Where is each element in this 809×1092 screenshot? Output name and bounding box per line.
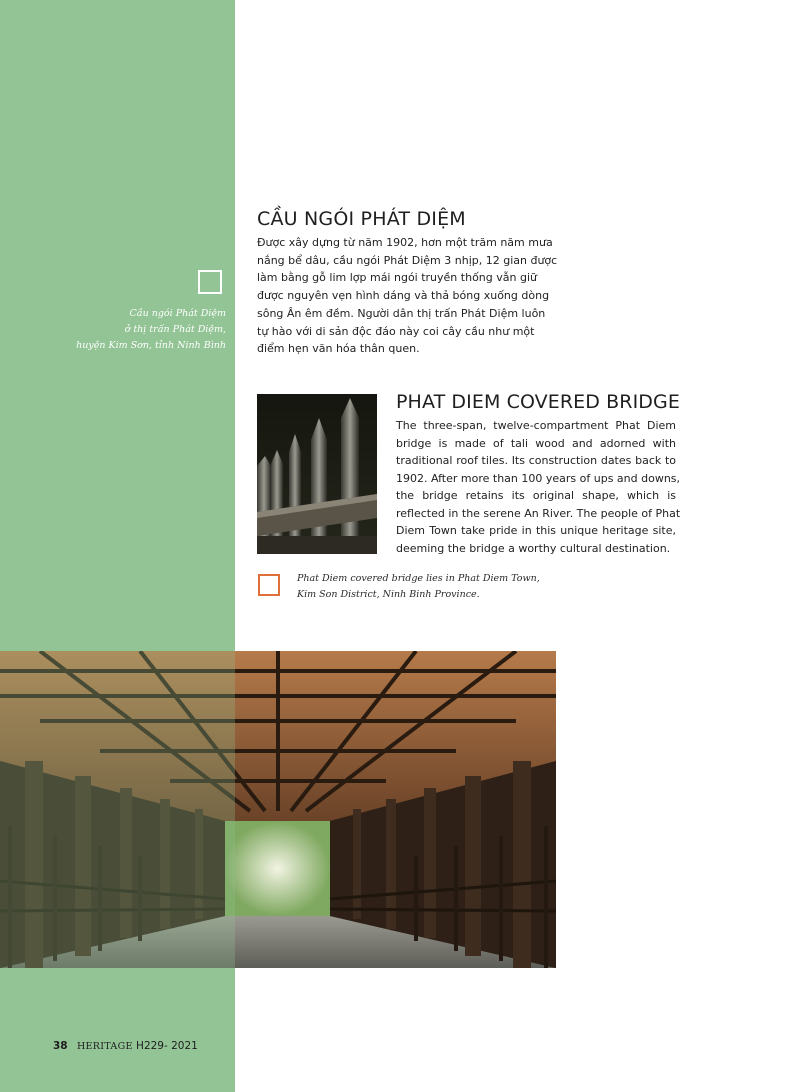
body-en-line: Diem Town take pride in this unique heritage site, (396, 524, 676, 537)
body-en-line: bridge is made of tali wood and adorned with (396, 436, 676, 450)
caption-vn-line: huyện Kim Sơn, tỉnh Ninh Bình (76, 340, 226, 351)
covered-bridge-photo (0, 651, 556, 968)
body-en-line: reflected in the serene An River. The people of Phat (396, 506, 681, 520)
caption-en-line: Phat Diem covered bridge lies in Phat Diem Town, (297, 573, 540, 584)
body-vn-line: Được xây dựng từ năm 1902, hơn một trăm năm mưa (257, 236, 553, 249)
page-number: 38 (53, 1040, 68, 1052)
page-footer (53, 1040, 198, 1052)
caption-vn-line: Cầu ngói Phát Diệm (129, 308, 226, 319)
body-en-line: 1902. After more than 100 years of ups and downs, (396, 471, 681, 485)
body-vn-line: điểm hẹn văn hóa thân quen. (257, 342, 420, 356)
title-english: PHAT DIEM COVERED BRIDGE (396, 391, 680, 413)
orange-square-marker (258, 574, 280, 596)
caption-vn-line: ở thị trấn Phát Diệm, (124, 324, 226, 335)
caption-en-line: Kim Son District, Ninh Binh Province. (297, 589, 480, 600)
body-en-line: deeming the bridge a worthy cultural destination. (396, 541, 671, 555)
body-english (396, 417, 681, 557)
body-en-line: The three-span, twelve-compartment Phat Diem (396, 419, 676, 432)
caption-english (297, 571, 540, 603)
body-vn-line: sông Ân êm đềm. Người dân thị trấn Phát Diệm luôn (257, 306, 546, 320)
body-vn-line: tự hào với di sản độc đáo này coi cây cầu như một (257, 324, 535, 338)
body-en-line: traditional roof tiles. Its construction dates back to (396, 454, 676, 467)
body-vietnamese (257, 234, 558, 358)
body-vn-line: nắng bể dâu, cầu ngói Phát Diệm 3 nhịp, 12 gian được (257, 253, 558, 267)
body-en-line: the bridge retains its original shape, which is (396, 489, 676, 502)
fence-detail-photo (257, 394, 377, 554)
white-square-marker (198, 270, 222, 294)
body-vn-line: làm bằng gỗ lim lợp mái ngói truyền thống vẫn giữ (257, 271, 537, 285)
issue-label: H229- 2021 (136, 1040, 198, 1052)
body-vn-line: được nguyên vẹn hình dáng và thả bóng xuống dòng (257, 289, 550, 303)
title-vietnamese: CẦU NGÓI PHÁT DIỆM (257, 208, 466, 230)
fence-detail-illustration (257, 394, 377, 554)
caption-vietnamese (20, 306, 226, 354)
magazine-name: HERITAGE (76, 1041, 133, 1052)
covered-bridge-illustration (0, 651, 556, 968)
